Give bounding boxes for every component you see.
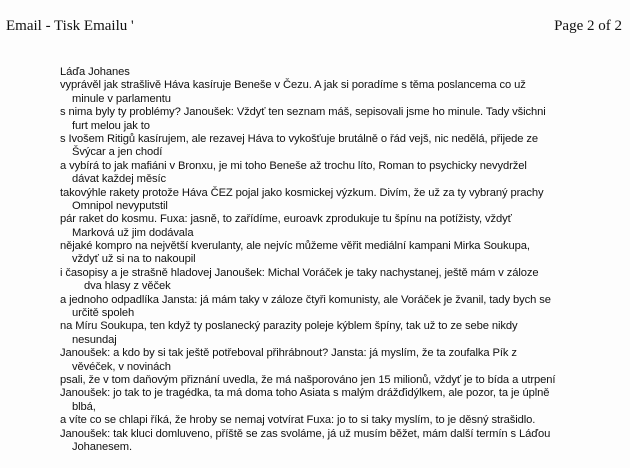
- body-line: dávat každej měsíc: [72, 173, 166, 186]
- body-line: Janoušek: a kdo by si tak ještě potřeboval přihrábnout? Jansta: já myslím, že ta zoufalka Pík z: [60, 347, 517, 360]
- body-line: s nima byly ty problémy? Janoušek: Vždyť ten seznam máš, sepisovali jsme ho minule. Tady všichni: [60, 106, 546, 119]
- body-line: Janoušek: tak kluci domluveno, příště se zas svoláme, já už musím běžet, mám další termín s Láďou: [60, 427, 551, 440]
- page-header: [6, 18, 622, 38]
- body-line: Johanesem.: [72, 440, 132, 453]
- body-line: vyprávěl jak strašlivě Háva kasíruje Beneše v Čezu. A jak si poradíme s těma poslancema co už: [60, 79, 526, 92]
- body-line: Švýcar a jen chodí: [72, 146, 163, 159]
- body-line: blbá,: [72, 400, 96, 413]
- body-line: nějaké kompro na největší kverulanty, ale nejvíc můžeme věřit mediální kampani Mirka Soukupa,: [60, 240, 530, 253]
- body-line: i časopisy a je strašně hladovej Janoušek: Michal Voráček je taky nachystanej, ještě mám v záloze: [60, 266, 539, 279]
- body-line: furt melou jak to: [72, 119, 150, 132]
- body-line: dva hlasy z věček: [84, 280, 171, 293]
- body-line: Janoušek: jo tak to je tragédka, ta má doma toho Asiata s malým drážďidýlkem, ale pozor, ta je úplně: [60, 387, 550, 400]
- body-line: minule v parlamentu: [72, 92, 171, 105]
- body-line: určitě spoleh: [72, 307, 135, 320]
- body-line: a jednoho odpadlíka Jansta: já mám taky v záloze čtyři komunisty, ale Voráček je žvanil, tady bych se: [60, 293, 551, 306]
- body-line: s Ivošem Ritigů kasírujem, ale rezavej Háva to vykošťuje brutálně o řád vejš, nic nedělá, přijede ze: [60, 132, 538, 145]
- page-number: Page 2 of 2: [554, 18, 622, 34]
- body-line: psali, že v tom daňovým přiznání uvedla, že má našporováno jen 15 milionů, vždyť je to bída a utrpení: [60, 373, 556, 386]
- body-line: a vybírá to jak mafiáni v Bronxu, je mi toho Beneše až trochu líto, Roman to psychicky nevydržel: [60, 159, 527, 172]
- body-line: Láďa Johanes: [60, 66, 130, 78]
- email-body: [60, 66, 622, 454]
- body-line: na Míru Soukupa, ten když ty poslanecký parazity poleje kýblem špíny, tak už to ze sebe nikdy: [60, 320, 518, 333]
- body-line: nesundaj: [72, 333, 117, 346]
- body-line: a víte co se chlapi říká, že hroby se nemaj votvírat Fuxa: jo to si taky myslím, to je děsný strašidlo.: [60, 414, 536, 427]
- body-line: pár raket do kosmu. Fuxa: jasně, to zařídíme, euroavk zprodukuje tu špínu na potížisty, vždyť: [60, 213, 512, 226]
- body-line: Omnipol nevyputstil: [72, 199, 168, 212]
- body-line: vždyť už si na to nakoupil: [72, 253, 196, 266]
- body-line: Marková už jim dodávala: [72, 226, 194, 239]
- body-line: věvéček, v novinách: [72, 360, 171, 373]
- email-print-title: Email - Tisk Emailu ': [6, 18, 134, 34]
- body-line: takovýhle rakety protože Háva ČEZ pojal jako kosmickej výzkum. Divím, že už za ty vybraný prachy: [60, 186, 544, 199]
